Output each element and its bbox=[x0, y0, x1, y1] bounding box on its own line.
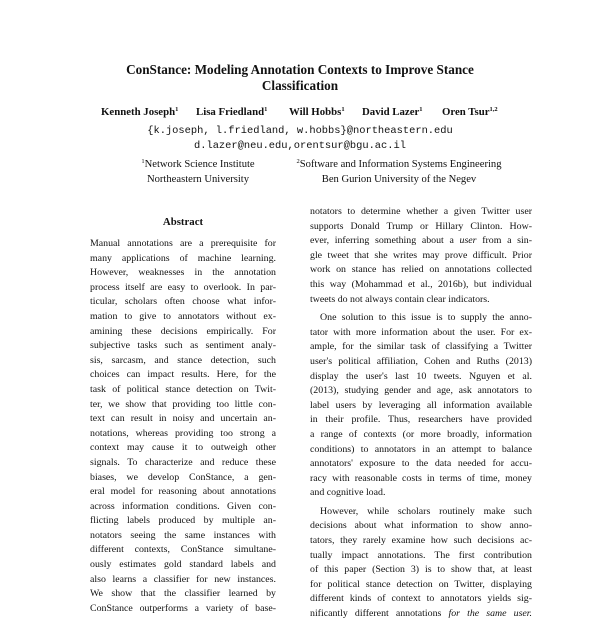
intro-line: user's political affiliation, Cohen and Ruths (2013) bbox=[310, 355, 532, 367]
intro-line: nificantly different annotations for the same user. bbox=[310, 608, 532, 620]
intro-line: ample, for the similar task of classifying a Twitter bbox=[310, 341, 532, 353]
author-4: David Lazer$^1$ bbox=[362, 106, 423, 118]
author-1: Kenneth Joseph$^1$ bbox=[101, 106, 179, 118]
email-line-2: d.lazer@neu.edu,orentsur@bgu.ac.il bbox=[193, 140, 406, 152]
intro-line: However, while scholars routinely make such bbox=[320, 505, 532, 517]
abstract-line: subjective tasks such as sentiment analy- bbox=[90, 340, 276, 352]
author-2: Lisa Friedland$^1$ bbox=[196, 106, 268, 118]
intro-line: this way (Mohammad et al., 2016b), but individual bbox=[310, 278, 532, 290]
intro-line: tually impact annotations. The first contribution bbox=[310, 549, 532, 561]
intro-line: racy with reasonable costs in terms of time, money bbox=[310, 472, 532, 484]
title-line-1: ConStance: Modeling Annotation Contexts to Improve Stance bbox=[126, 62, 474, 77]
author-list bbox=[60, 106, 540, 122]
abstract-body bbox=[90, 237, 276, 616]
intro-line: tweets do not always contain clear indicators. bbox=[310, 293, 490, 305]
title-line-2: Classification bbox=[261, 78, 339, 93]
abstract-line: notations, whereas providing too strong a bbox=[90, 427, 276, 439]
intro-line: and cognitive load. bbox=[310, 487, 386, 499]
abstract-line: many applications of machine learning. bbox=[90, 252, 276, 264]
intro-line: (2013), studying gender and age, ask annotators to bbox=[310, 385, 532, 397]
abstract-line: different contexts, ConStance simultane- bbox=[90, 544, 276, 556]
intro-line: work on stance has relied on annotations collected bbox=[310, 264, 532, 276]
intro-line: supports Donald Trump or Hillary Clinton. How- bbox=[310, 220, 532, 232]
intro-line: decisions about what information to show anno- bbox=[310, 520, 532, 532]
abstract-line: signals. To characterize and reduce these bbox=[90, 456, 276, 468]
affiliation-2: $^2$Software and Information Systems Engineering Ben Gurion University of the Negev bbox=[284, 154, 514, 187]
affiliation-2-university: Ben Gurion University of the Negev bbox=[321, 174, 477, 185]
abstract-line: mation to give to annotators without ex- bbox=[90, 310, 276, 322]
intro-line: tator with more information about the user. For ex- bbox=[310, 326, 532, 338]
abstract-line: sis, sarcasm, and stance detection, such bbox=[90, 354, 276, 366]
intro-line: in their profile. Thus, researchers have provided bbox=[310, 414, 532, 426]
intro-paragraph-3 bbox=[310, 505, 532, 593]
abstract-line: ter, we show that providing too little con- bbox=[90, 398, 276, 410]
abstract-line: ticular, scholars often choose what infor- bbox=[90, 296, 276, 308]
intro-line: ever, inferring something about a user from a sin- bbox=[310, 235, 532, 247]
abstract-line: ously estimates gold standard labels and bbox=[90, 559, 276, 571]
intro-paragraph-2 bbox=[310, 311, 532, 501]
intro-line: different kinds of context to annotators yields sig- bbox=[310, 593, 532, 605]
intro-line: tators, they rarely examine how such decisions ac- bbox=[310, 535, 532, 547]
abstract-line: process itself are easy to overlook. In par- bbox=[90, 281, 276, 293]
abstract-line: context may cause it to outweigh other bbox=[90, 442, 276, 454]
abstract-line: We show that the classifier learned by bbox=[90, 588, 276, 600]
abstract-line: notators seeing the same instances with bbox=[90, 529, 276, 541]
intro-line: notators to determine whether a given Twitter user bbox=[310, 206, 532, 217]
abstract-line: Manual annotations are a prerequisite for bbox=[90, 238, 276, 249]
abstract-line: flicting labels produced by multiple an- bbox=[90, 515, 276, 527]
abstract-line: choices can impact results. Here, for the bbox=[90, 369, 276, 381]
intro-line: gle tweet that she writes may prove difficult. Prior bbox=[310, 249, 532, 261]
intro-line: display the user's last 10 tweets. Nguyen et al. bbox=[310, 370, 532, 382]
author-3: Will Hobbs$^1$ bbox=[289, 106, 345, 118]
intro-line: conditions) to annotators in an attempt to balance bbox=[310, 443, 532, 455]
paper-title bbox=[60, 62, 540, 94]
affiliation-1: $^1$Network Science Institute Northeastern University bbox=[118, 154, 278, 187]
abstract-heading: Abstract bbox=[162, 216, 204, 228]
abstract-line: However, weaknesses in the annotation bbox=[90, 267, 276, 279]
intro-line: label users by leveraging all information available bbox=[310, 399, 532, 411]
intro-line: for political stance detection on Twitter, displaying bbox=[310, 578, 532, 590]
abstract-line: biases, we develop ConStance, a gen- bbox=[90, 471, 276, 483]
abstract-line: amining these decisions empirically. For bbox=[90, 325, 276, 337]
intro-column bbox=[310, 205, 532, 622]
abstract-line: across information conditions. Given con- bbox=[90, 500, 276, 512]
intro-line: annotators' exposure to the data needed for accu- bbox=[310, 458, 532, 470]
abstract-line: text can result in noisy and uncertain an- bbox=[90, 413, 276, 425]
intro-line: One solution to this issue is to supply the anno- bbox=[320, 312, 532, 324]
intro-line: a range of contexts (or more broadly, information bbox=[310, 428, 532, 440]
abstract-line: eral model for reasoning about annotations bbox=[90, 486, 276, 498]
affiliation-1-university: Northeastern University bbox=[146, 174, 250, 185]
author-5: Oren Tsur$^{1,2}$ bbox=[442, 106, 498, 118]
abstract-line: ConStance outperforms a variety of base- bbox=[90, 602, 276, 614]
intro-line: of this paper (Section 3) is to show that, at least bbox=[310, 564, 532, 576]
abstract-line: also learns a classifier for new instances. bbox=[90, 573, 276, 585]
email-line-1: {k.joseph, l.friedland, w.hobbs}@northeastern.edu bbox=[147, 125, 453, 137]
abstract-line: task of political stance detection on Twit- bbox=[90, 383, 276, 395]
